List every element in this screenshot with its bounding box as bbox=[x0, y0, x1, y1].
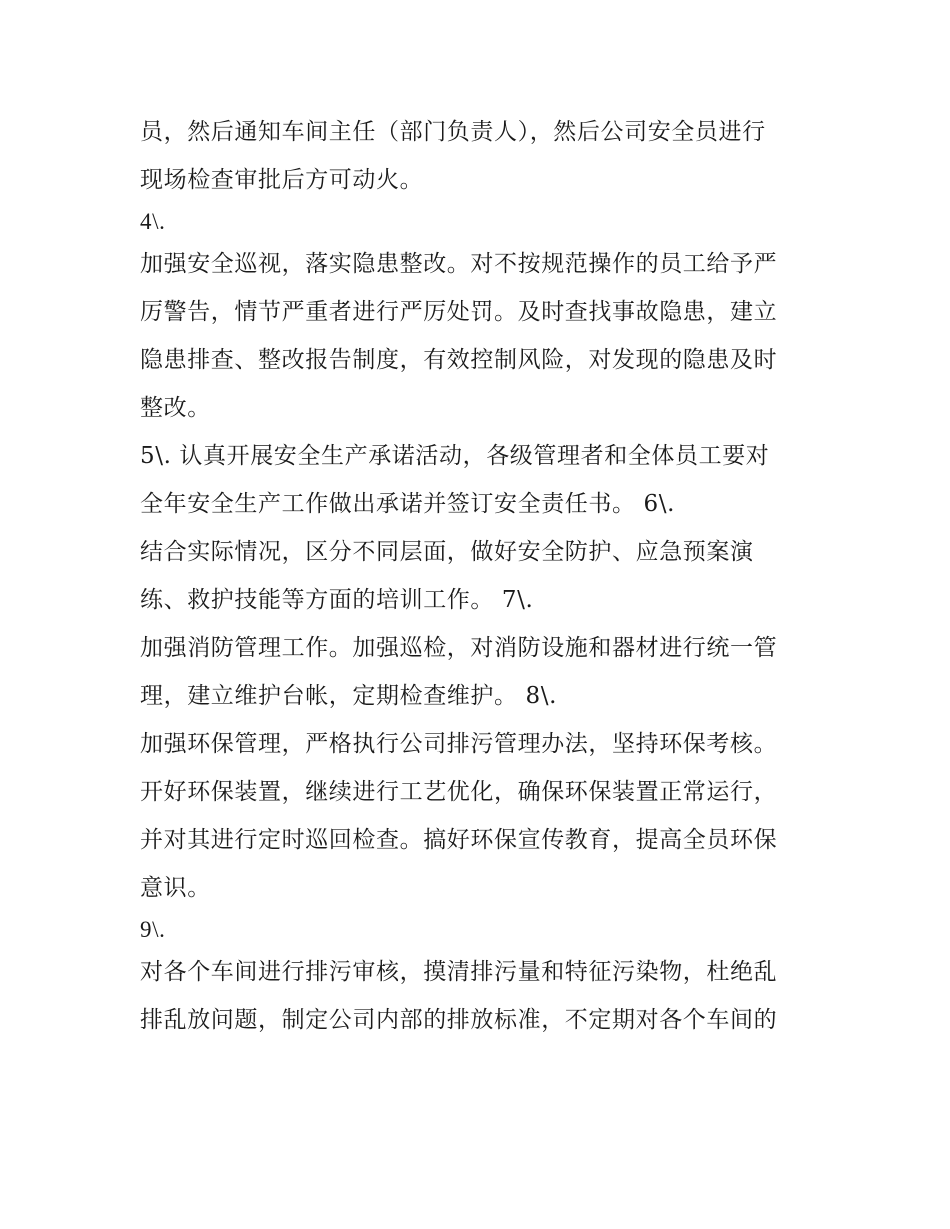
text-line: 5\. 认真开展安全生产承诺活动，各级管理者和全体员工要对 bbox=[140, 443, 770, 469]
text-line: 对各个车间进行排污审核，摸清排污量和特征污染物，杜绝乱 bbox=[140, 959, 778, 985]
document-body bbox=[140, 108, 820, 1044]
text-line: 厉警告，情节严重者进行严厉处罚。及时查找事故隐患，建立 bbox=[140, 299, 778, 325]
text-line: 加强消防管理工作。加强巡检，对消防设施和器材进行统一管 bbox=[140, 635, 778, 661]
text-line: 结合实际情况，区分不同层面，做好安全防护、应急预案演 bbox=[140, 539, 754, 565]
text-line: 4\. bbox=[140, 209, 166, 234]
text-line: 全年安全生产工作做出承诺并签订安全责任书。 6\. bbox=[140, 491, 676, 517]
text-line: 排乱放问题，制定公司内部的排放标准，不定期对各个车间的 bbox=[140, 1007, 778, 1033]
text-line: 员，然后通知车间主任（部门负责人），然后公司安全员进行 bbox=[140, 119, 766, 145]
text-line: 理，建立维护台帐，定期检查维护。 8\. bbox=[140, 683, 558, 709]
text-line: 练、救护技能等方面的培训工作。 7\. bbox=[140, 587, 534, 613]
text-line: 加强安全巡视，落实隐患整改。对不按规范操作的员工给予严 bbox=[140, 251, 778, 277]
text-line: 9\. bbox=[140, 917, 166, 942]
text-line: 并对其进行定时巡回检查。搞好环保宣传教育，提高全员环保 bbox=[140, 827, 778, 853]
text-line: 开好环保装置，继续进行工艺优化，确保环保装置正常运行， bbox=[140, 779, 778, 805]
text-line: 加强环保管理，严格执行公司排污管理办法，坚持环保考核。 bbox=[140, 731, 778, 757]
text-line: 意识。 bbox=[140, 875, 211, 901]
text-line: 整改。 bbox=[140, 395, 211, 421]
text-line: 隐患排查、整改报告制度，有效控制风险，对发现的隐患及时 bbox=[140, 347, 778, 373]
text-line: 现场检查审批后方可动火。 bbox=[140, 167, 424, 193]
